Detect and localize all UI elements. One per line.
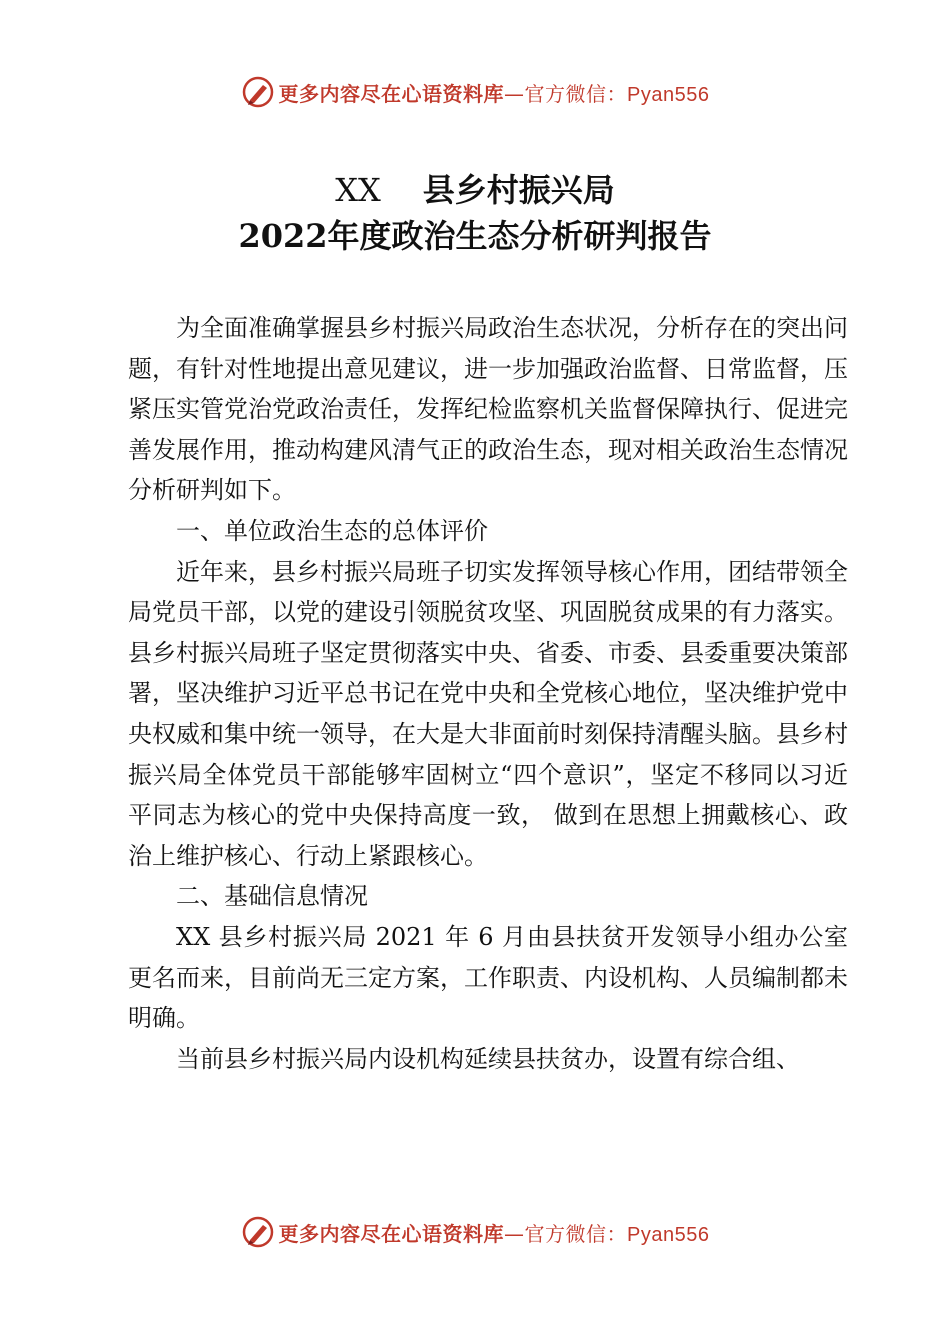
watermark-separator: — — [504, 81, 525, 106]
section-heading-1: 一、单位政治生态的总体评价 — [176, 516, 488, 545]
watermark-footer — [0, 1212, 950, 1252]
watermark-text — [279, 1218, 710, 1247]
watermark-brand: 更多内容尽在心语资料库 — [278, 81, 505, 106]
paragraph-structure: 当前县乡村振兴局内设机构延续县扶贫办，设置有综合组、 — [176, 1044, 800, 1073]
paragraph-intro: 为全面准确掌握县乡村振兴局政治生态状况，分析存在的突出问题，有针对性地提出意见建议，进一步加强政治监督、日常监督，压紧压实管党治党政治责任，发挥纪检监察机关监督保障执行、促进完善发展作用，推动构建风清气正的政治生态，现对相关政治生态情况分析研判如下。 — [128, 314, 848, 505]
watermark-separator: — — [504, 1221, 525, 1246]
pen-logo-icon — [241, 1215, 275, 1249]
section-heading-2: 二、基础信息情况 — [176, 882, 368, 911]
document-title-line2: 2022年度政治生态分析研判报告 — [238, 217, 712, 255]
watermark-header — [0, 72, 950, 112]
title-main: 县乡村振兴局 — [422, 171, 615, 209]
watermark-contact-id: Pyan556 — [627, 83, 710, 106]
document-title-line1 — [0, 168, 950, 212]
title-prefix: XX — [335, 171, 381, 209]
watermark-brand: 更多内容尽在心语资料库 — [278, 1221, 505, 1246]
paragraph-basic-info: XX 县乡村振兴局 2021 年 6 月由县扶贫开发领导小组办公室更名而来，目前尚无三定方案，工作职责、内设机构、人员编制都未明确。 — [128, 922, 848, 1033]
watermark-text — [279, 78, 710, 107]
pen-logo-icon — [241, 75, 275, 109]
watermark-contact-id: Pyan556 — [627, 1223, 710, 1246]
document-body — [128, 308, 848, 1079]
watermark-contact-label: 官方微信： — [524, 81, 628, 106]
paragraph-evaluation: 近年来，县乡村振兴局班子切实发挥领导核心作用，团结带领全局党员干部，以党的建设引领脱贫攻坚、巩固脱贫成果的有力落实。县乡村振兴局班子坚定贯彻落实中央、省委、市委、县委重要决策部署，坚决维护习近平总书记在党中央和全党核心地位，坚决维护党中央权威和集中统一领导，在大是大非面前时刻保持清醒头脑。县乡村振兴局全体党员干部能够牢固树立“四个意识”，坚定不移同以习近平同志为核心的党中央保持高度一致， 做到在思想上拥戴核心、政治上维护核心、行动上紧跟核心。 — [128, 557, 848, 870]
watermark-contact-label: 官方微信： — [524, 1221, 628, 1246]
